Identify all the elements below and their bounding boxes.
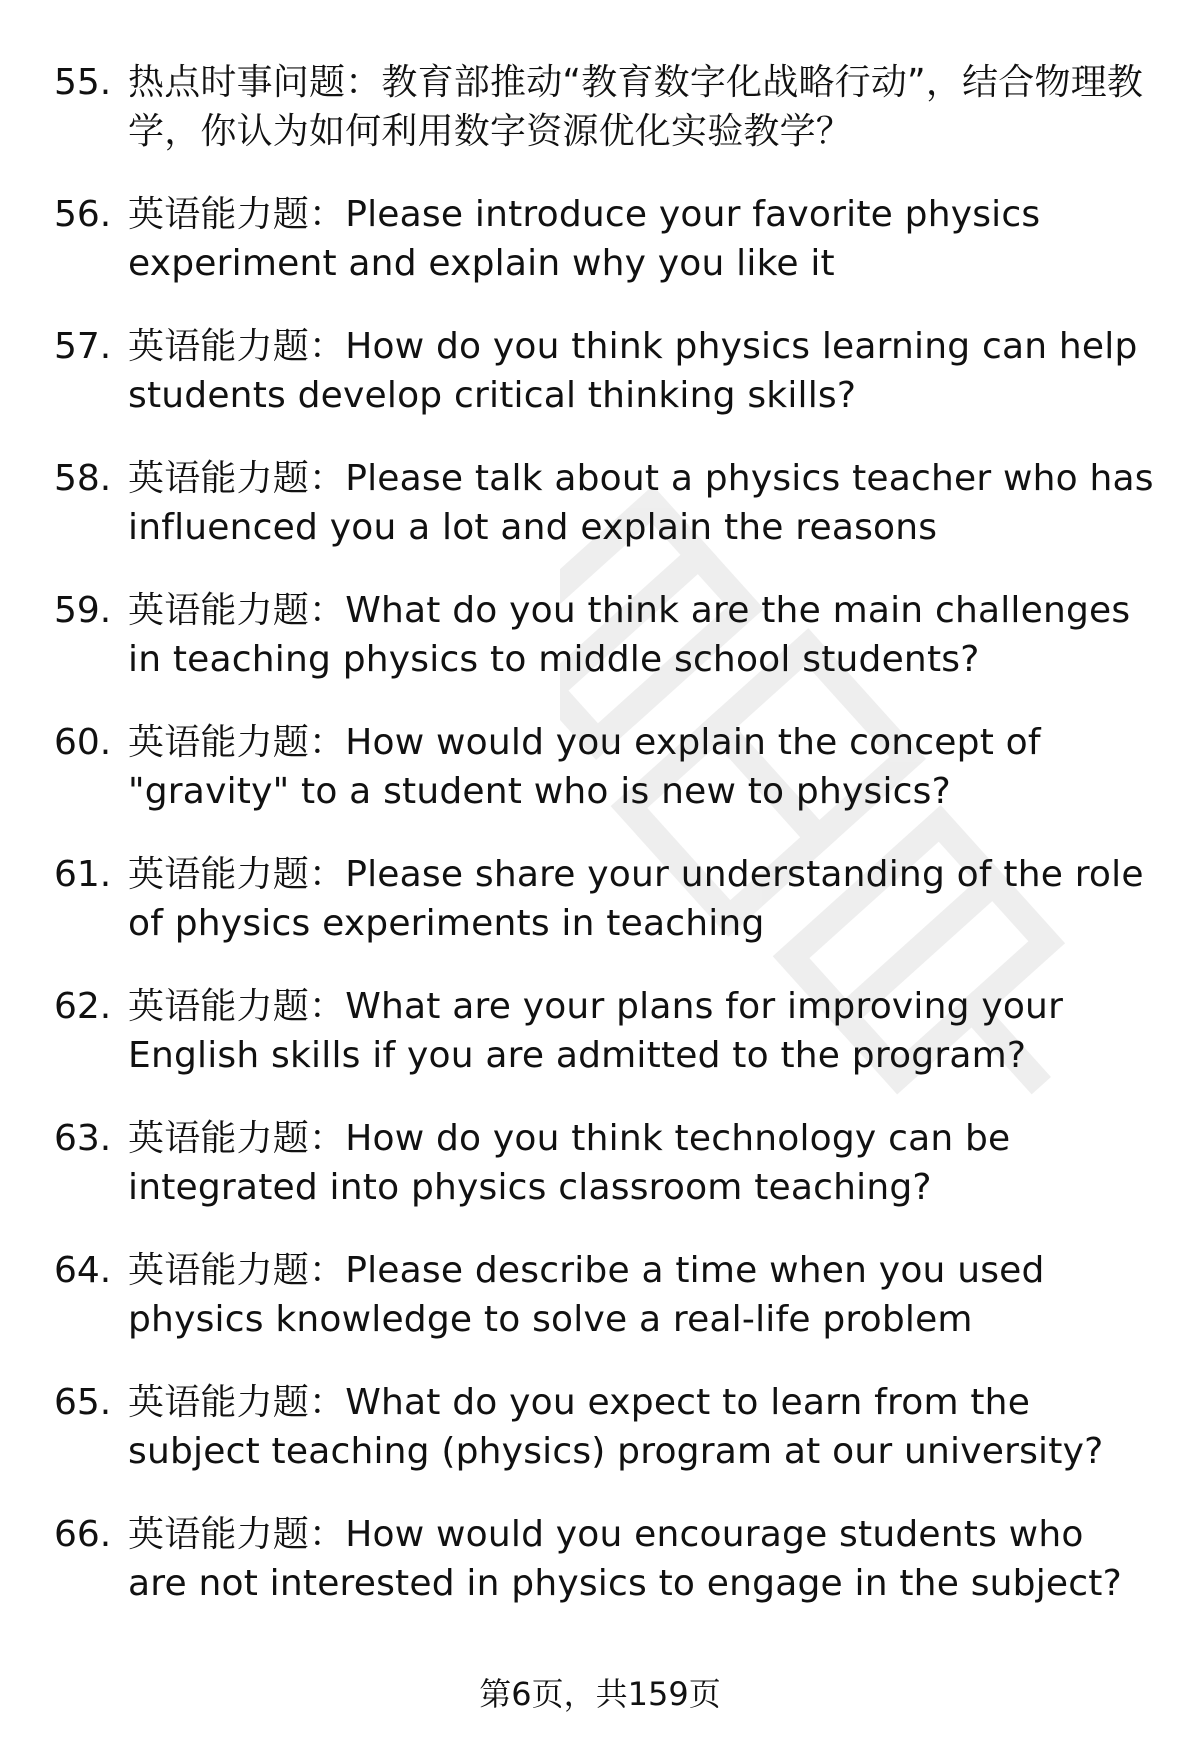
question-number: 64. bbox=[54, 1250, 112, 1291]
question-text: 英语能力题：Please talk about a physics teacher who has influenced you a lot and explain the reasons bbox=[128, 458, 1154, 548]
question-number: 58. bbox=[54, 458, 112, 499]
question-item bbox=[54, 850, 1154, 982]
question-item bbox=[54, 1114, 1154, 1246]
question-number: 66. bbox=[54, 1514, 112, 1555]
page-number-label: 第6页，共159页 bbox=[479, 1675, 721, 1713]
question-text: 英语能力题：How would you explain the concept of "gravity" to a student who is new to physics? bbox=[128, 722, 1041, 812]
question-number: 65. bbox=[54, 1382, 112, 1423]
question-number: 61. bbox=[54, 854, 112, 895]
question-list bbox=[54, 58, 1154, 1642]
question-item bbox=[54, 1246, 1154, 1378]
question-text: 热点时事问题：教育部推动“教育数字化战略行动”，结合物理教学，你认为如何利用数字资源优化实验教学？ bbox=[128, 62, 1144, 152]
question-item bbox=[54, 718, 1154, 850]
question-text: 英语能力题：What do you think are the main challenges in teaching physics to middle school students? bbox=[128, 590, 1131, 680]
question-number: 60. bbox=[54, 722, 112, 763]
page-footer bbox=[0, 1672, 1200, 1716]
question-item bbox=[54, 1378, 1154, 1510]
question-item bbox=[54, 1510, 1154, 1642]
question-item bbox=[54, 58, 1154, 190]
question-number: 57. bbox=[54, 326, 112, 367]
question-item bbox=[54, 982, 1154, 1114]
question-number: 56. bbox=[54, 194, 112, 235]
question-text: 英语能力题：Please introduce your favorite physics experiment and explain why you like it bbox=[128, 194, 1041, 284]
question-text: 英语能力题：How do you think physics learning can help students develop critical thinking skills? bbox=[128, 326, 1138, 416]
question-number: 55. bbox=[54, 62, 112, 103]
question-text: 英语能力题：Please share your understanding of the role of physics experiments in teaching bbox=[128, 854, 1144, 944]
question-number: 63. bbox=[54, 1118, 112, 1159]
question-text: 英语能力题：Please describe a time when you used physics knowledge to solve a real-life problem bbox=[128, 1250, 1045, 1340]
question-number: 62. bbox=[54, 986, 112, 1027]
question-item bbox=[54, 190, 1154, 322]
question-number: 59. bbox=[54, 590, 112, 631]
question-item bbox=[54, 454, 1154, 586]
question-text: 英语能力题：How would you encourage students who are not interested in physics to engage in the subject? bbox=[128, 1514, 1122, 1604]
question-item bbox=[54, 586, 1154, 718]
question-text: 英语能力题：What do you expect to learn from the subject teaching (physics) program at our university? bbox=[128, 1382, 1104, 1472]
question-item bbox=[54, 322, 1154, 454]
question-text: 英语能力题：How do you think technology can be integrated into physics classroom teaching? bbox=[128, 1118, 1011, 1208]
question-text: 英语能力题：What are your plans for improving your English skills if you are admitted to the program? bbox=[128, 986, 1064, 1076]
